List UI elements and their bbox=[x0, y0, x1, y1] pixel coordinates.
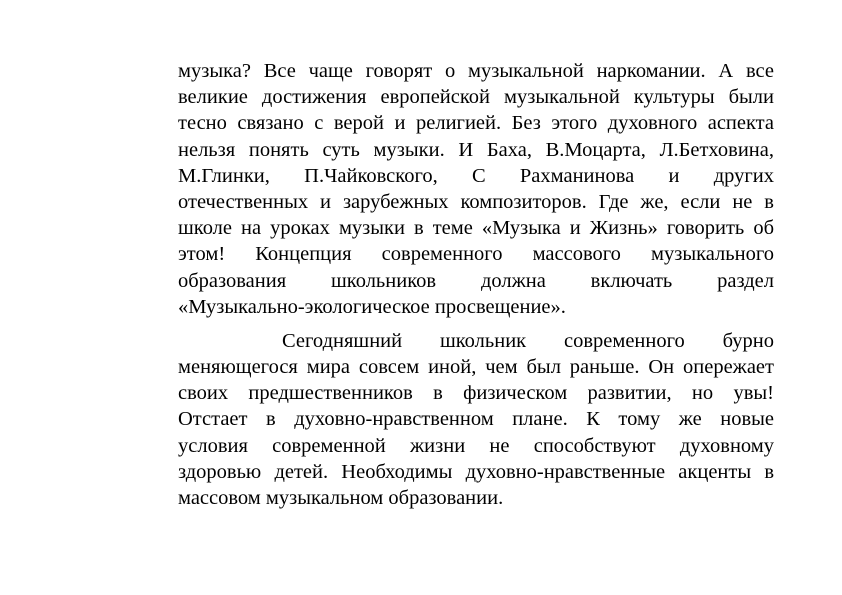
text-line: отечественных и зарубежных композиторов. Где же, если не в bbox=[178, 190, 774, 213]
paragraph-2 bbox=[178, 328, 774, 511]
text-line: образования школьников должна включать раздел bbox=[178, 269, 774, 292]
text-line: Сегодняшний школьник современного бурно bbox=[282, 329, 774, 352]
text-line: условия современной жизни не способствуют духовному bbox=[178, 434, 774, 457]
paragraph-gap bbox=[178, 320, 774, 328]
text-line: здоровью детей. Необходимы духовно-нравственные акценты в bbox=[178, 460, 774, 483]
text-line: этом! Концепция современного массового музыкального bbox=[178, 243, 774, 266]
text-line: школе на уроках музыки в теме «Музыка и Жизнь» говорить об bbox=[178, 217, 774, 240]
text-line: М.Глинки, П.Чайковского, С Рахманинова и других bbox=[178, 164, 774, 187]
text-line: массовом музыкальном образовании. bbox=[178, 487, 504, 509]
text-line: своих предшественников в физическом развитии, но увы! bbox=[178, 382, 774, 405]
paragraph-1 bbox=[178, 58, 774, 320]
text-line: меняющегося мира совсем иной, чем был раньше. Он опережает bbox=[178, 356, 774, 379]
text-line: Отстает в духовно-нравственном плане. К тому же новые bbox=[178, 408, 774, 431]
text-line: нельзя понять суть музыки. И Баха, В.Моцарта, Л.Бетховина, bbox=[178, 138, 774, 161]
document-text bbox=[178, 58, 774, 511]
text-line: музыка? Все чаще говорят о музыкальной наркомании. А все bbox=[178, 60, 774, 82]
text-line: «Музыкально-экологическое просвещение». bbox=[178, 295, 566, 318]
text-line: великие достижения европейской музыкальной культуры были bbox=[178, 86, 774, 109]
text-line: тесно связано с верой и религией. Без этого духовного аспекта bbox=[178, 112, 774, 135]
